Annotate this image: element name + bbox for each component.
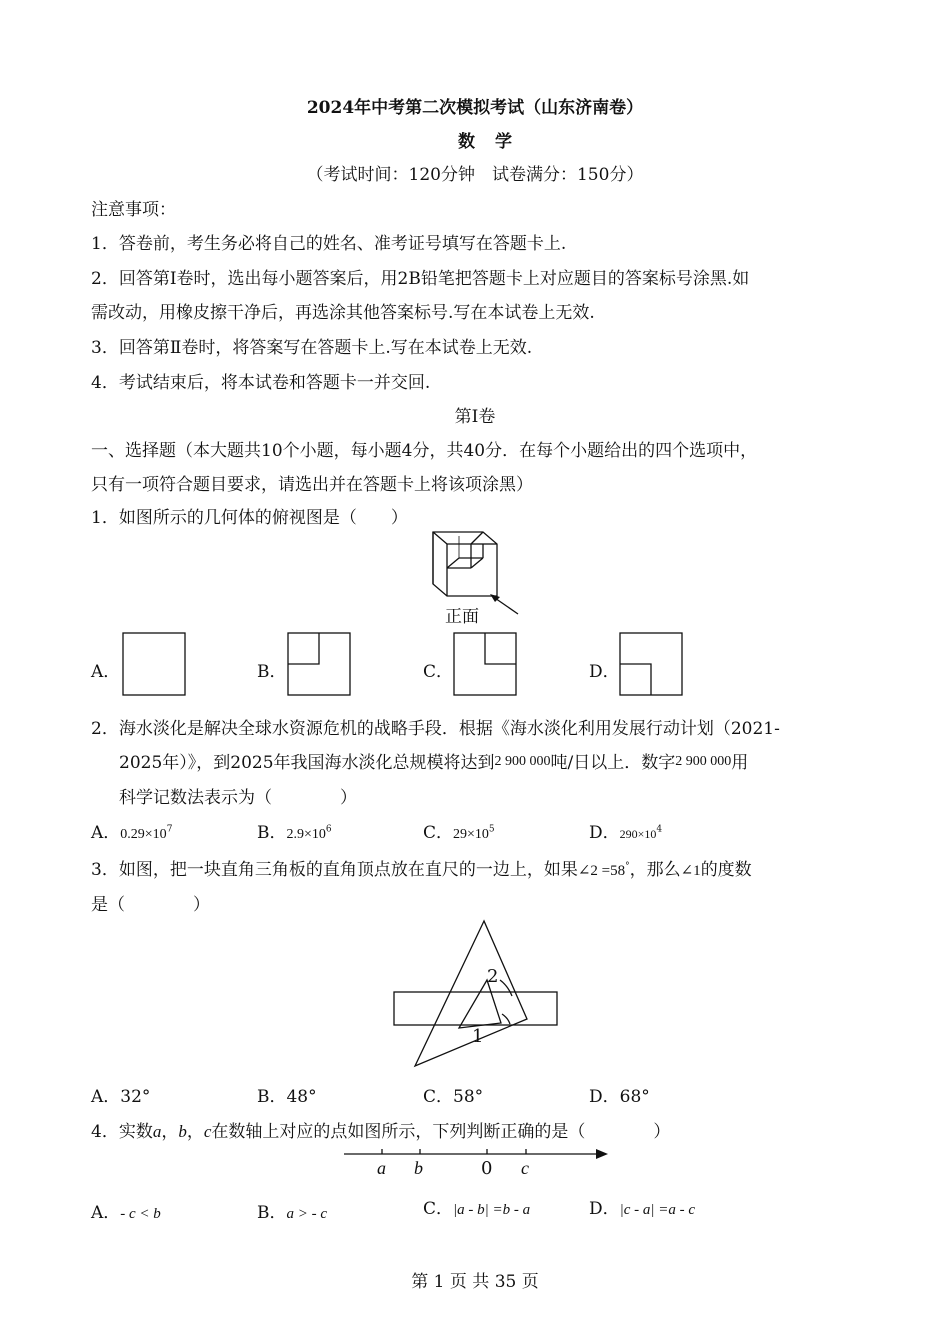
q1-option-d-figure bbox=[619, 632, 685, 698]
q2-option-base: 0.29×10 bbox=[120, 827, 167, 842]
q4-option-a bbox=[91, 1198, 161, 1223]
notice-item: 1．答卷前，考生务必将自己的姓名、准考证号填写在答题卡上. bbox=[91, 234, 567, 254]
q1-option-c-label: C． bbox=[423, 662, 454, 682]
q4-option-c bbox=[423, 1194, 530, 1219]
q2-option-d bbox=[589, 818, 662, 843]
q2-text: 用 bbox=[731, 753, 749, 773]
q3-option-a: A．32° bbox=[91, 1087, 151, 1107]
q3-angle2-label: 2 bbox=[487, 966, 499, 987]
section-intro: 只有一项符合题目要求，请选出并在答题卡上将该项涂黑） bbox=[91, 475, 533, 495]
q4-text: ， bbox=[186, 1122, 204, 1142]
q4-axis-label-c: c bbox=[521, 1158, 529, 1178]
q2-option-label: D． bbox=[589, 823, 620, 843]
q4-var: a bbox=[152, 1122, 162, 1141]
notice-item: 2．回答第Ⅰ卷时，选出每小题答案后，用2B铅笔把答题卡上对应题目的答案标号涂黑.如 bbox=[91, 269, 750, 289]
q3-triangle-ruler-figure bbox=[390, 918, 560, 1070]
q4-option-label: D． bbox=[589, 1199, 620, 1219]
q4-option-expr: - c < b bbox=[120, 1206, 161, 1222]
q3-option-b: B．48° bbox=[257, 1087, 317, 1107]
q4-axis-label-zero: 0 bbox=[481, 1158, 493, 1179]
q2-option-b bbox=[257, 818, 332, 843]
q3-angle1: ∠1 bbox=[680, 863, 701, 879]
q2-number: 2 900 000 bbox=[675, 754, 732, 769]
q3-text: 3．如图，把一块直角三角板的直角顶点放在直尺的一边上，如果 bbox=[91, 860, 578, 880]
q4-axis-label-a: a bbox=[377, 1158, 386, 1178]
q2-option-label: C． bbox=[423, 823, 454, 843]
q2-text: 2025年）》，到2025年我国海水淡化总规模将达到 bbox=[119, 753, 495, 773]
q2-option-a bbox=[91, 818, 172, 843]
q2-option-c bbox=[423, 818, 495, 843]
q4-option-label: A． bbox=[91, 1203, 121, 1223]
notice-heading: 注意事项： bbox=[91, 200, 176, 220]
notice-item: 需改动，用橡皮擦干净后，再选涂其他答案标号.写在本试卷上无效. bbox=[91, 303, 595, 323]
question-2-line1: 2．海水淡化是解决全球水资源危机的战略手段．根据《海水淡化利用发展行动计划（2021- bbox=[91, 719, 780, 739]
q4-option-label: C． bbox=[423, 1199, 454, 1219]
q4-var: b bbox=[178, 1122, 187, 1141]
q4-option-label: B． bbox=[257, 1203, 287, 1223]
q2-option-exp: 6 bbox=[325, 824, 332, 835]
page-footer: 第 1 页 共 35 页 bbox=[411, 1272, 539, 1292]
part-title: 第Ⅰ卷 bbox=[454, 407, 496, 427]
q1-arrow-icon bbox=[488, 592, 520, 617]
question-1-stem: 1．如图所示的几何体的俯视图是（ ） bbox=[91, 508, 408, 528]
q4-text: ， bbox=[161, 1122, 179, 1142]
q1-option-c-figure bbox=[453, 632, 519, 698]
q3-degree: ° bbox=[625, 861, 630, 872]
q2-option-base: 29×10 bbox=[453, 827, 489, 842]
q2-option-base: 290×10 bbox=[619, 827, 657, 841]
q4-option-expr: a > - c bbox=[286, 1206, 328, 1222]
question-2-line2 bbox=[119, 748, 748, 773]
q3-text: ，那么 bbox=[629, 860, 681, 880]
q3-option-d: D．68° bbox=[589, 1087, 650, 1107]
q1-option-b-figure bbox=[287, 632, 353, 698]
q2-option-base: 2.9×10 bbox=[286, 827, 326, 842]
q1-option-a-figure bbox=[122, 632, 188, 698]
q2-option-exp: 4 bbox=[656, 824, 663, 835]
q2-option-exp: 7 bbox=[166, 824, 173, 835]
q3-text: 的度数 bbox=[700, 860, 752, 880]
q3-angle-expr: ∠2 =58 bbox=[577, 863, 626, 879]
q4-option-d bbox=[589, 1194, 695, 1219]
q2-option-label: B． bbox=[257, 823, 287, 843]
notice-item: 3．回答第Ⅱ卷时，将答案写在答题卡上.写在本试卷上无效. bbox=[91, 338, 533, 358]
q3-option-c: C．58° bbox=[423, 1087, 484, 1107]
q4-option-expr: |a - b| =b - a bbox=[453, 1202, 531, 1218]
section-intro: 一、选择题（本大题共10个小题，每小题4分，共40分．在每个小题给出的四个选项中， bbox=[91, 441, 758, 461]
q2-number: 2 900 000 bbox=[494, 754, 551, 769]
notice-item: 4．考试结束后，将本试卷和答题卡一并交回. bbox=[91, 373, 431, 393]
q3-angle1-label: 1 bbox=[472, 1026, 484, 1047]
q4-text: 在数轴上对应的点如图所示，下列判断正确的是（ ） bbox=[211, 1122, 671, 1142]
question-4-stem bbox=[91, 1117, 670, 1142]
q2-option-exp: 5 bbox=[488, 824, 495, 835]
q4-option-expr: |c - a| =a - c bbox=[619, 1202, 696, 1218]
exam-title: 2024年中考第二次模拟考试（山东济南卷） bbox=[306, 98, 644, 118]
question-3-line2: 是（ ） bbox=[91, 895, 210, 915]
q2-text: 吨/日以上．数字 bbox=[550, 753, 676, 773]
exam-info: （考试时间：120分钟 试卷满分：150分） bbox=[306, 165, 644, 185]
q1-option-a-label: A． bbox=[91, 662, 121, 682]
q4-axis-label-b: b bbox=[414, 1158, 423, 1178]
question-2-line3: 科学记数法表示为（ ） bbox=[119, 788, 357, 808]
q1-front-label: 正面 bbox=[445, 607, 479, 627]
q1-option-b-label: B． bbox=[257, 662, 287, 682]
q4-option-b bbox=[257, 1198, 327, 1223]
q4-var: c bbox=[203, 1122, 212, 1141]
question-3-line1 bbox=[91, 855, 752, 880]
q1-option-d-label: D． bbox=[589, 662, 620, 682]
q2-option-label: A． bbox=[91, 823, 121, 843]
subject-title: 数学 bbox=[458, 132, 532, 152]
q4-text: 4．实数 bbox=[91, 1122, 153, 1142]
